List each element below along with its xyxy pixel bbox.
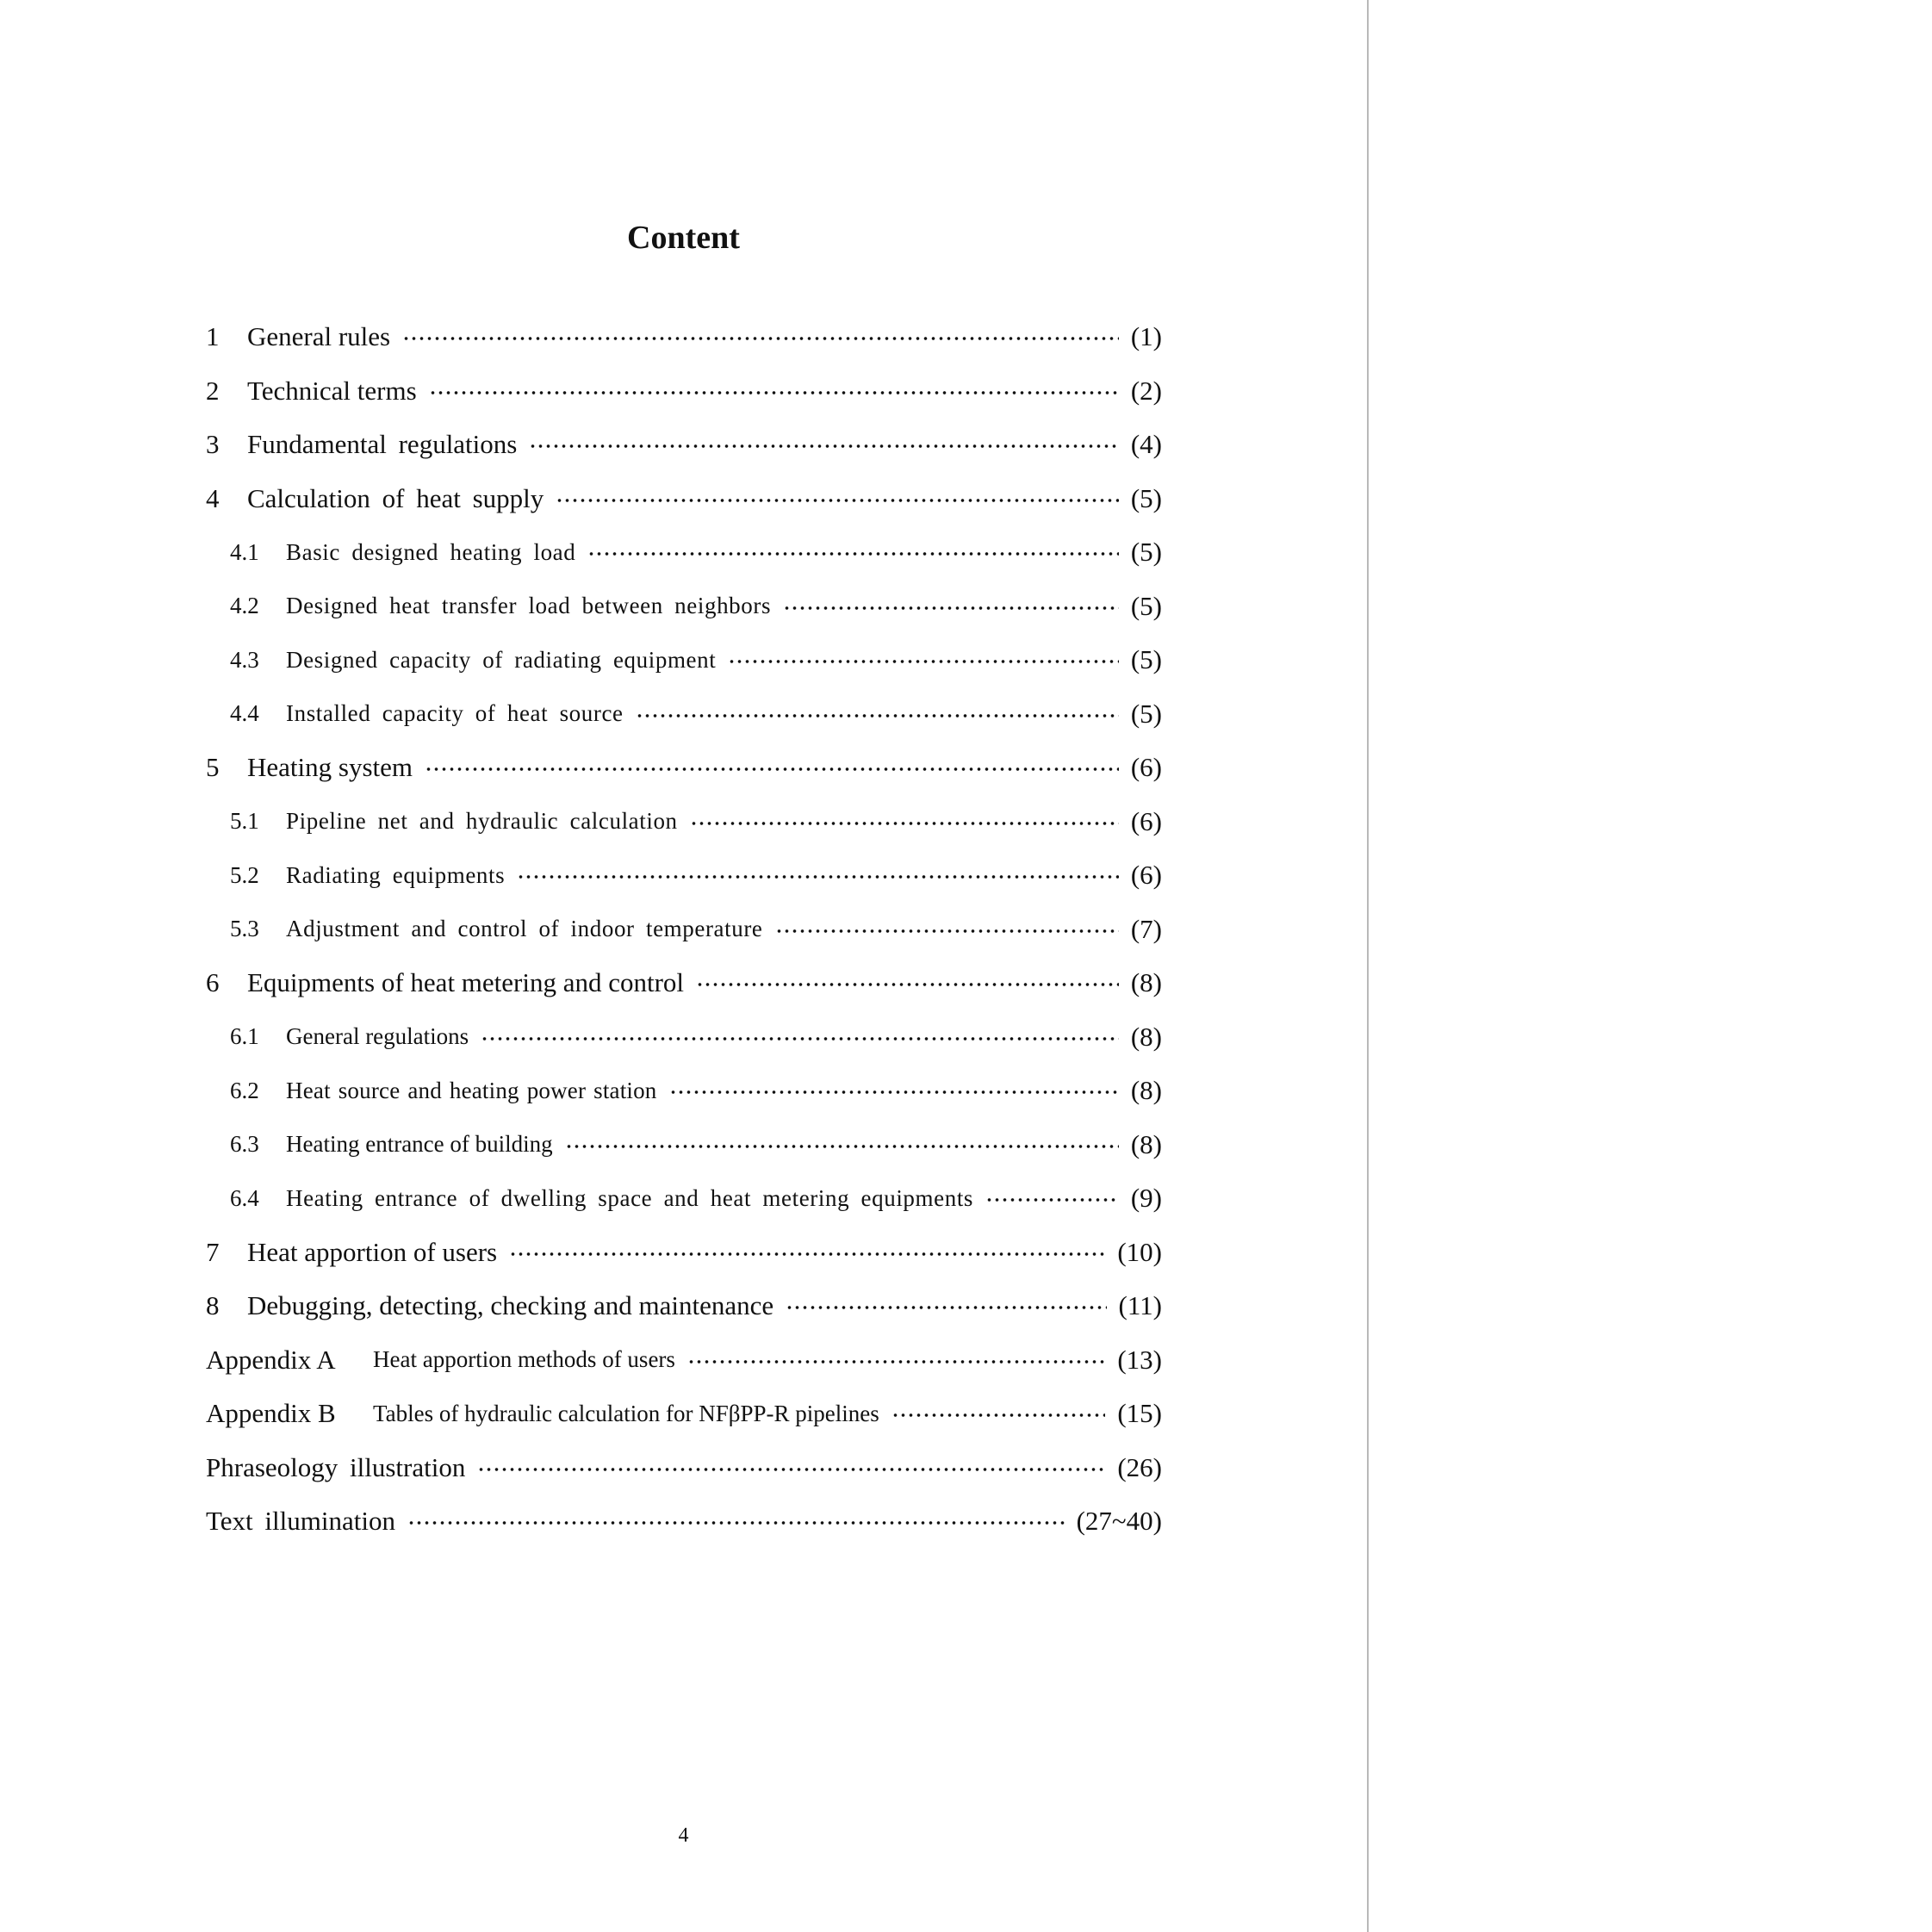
toc-entry-label: Heating system bbox=[247, 752, 413, 783]
toc-entry-label: Debugging, detecting, checking and maintenance bbox=[247, 1290, 774, 1321]
dot-leader bbox=[407, 1521, 1065, 1525]
dot-leader bbox=[690, 822, 1119, 825]
dot-leader bbox=[786, 1306, 1106, 1309]
dot-leader bbox=[517, 875, 1119, 879]
toc-entry-page: (4) bbox=[1130, 429, 1162, 460]
toc-entry-page: (8) bbox=[1130, 1075, 1162, 1106]
toc-entry[interactable] bbox=[206, 687, 1162, 742]
toc-entry-number: 4.2 bbox=[230, 593, 259, 619]
toc-entry[interactable] bbox=[206, 795, 1162, 849]
toc-entry-appendix[interactable] bbox=[206, 1387, 1162, 1441]
dot-leader bbox=[728, 660, 1119, 663]
toc-entry-page: (1) bbox=[1130, 321, 1162, 352]
toc-entry-number: Appendix B bbox=[206, 1398, 336, 1429]
dot-leader bbox=[636, 714, 1119, 718]
toc-entry-label: Heat apportion of users bbox=[247, 1236, 498, 1267]
toc-entry-page: (27~40) bbox=[1076, 1506, 1162, 1537]
toc-entry-page: (15) bbox=[1117, 1398, 1162, 1429]
dot-leader bbox=[425, 767, 1119, 771]
toc-entry[interactable] bbox=[206, 1226, 1162, 1280]
toc-entry-page: (13) bbox=[1117, 1344, 1162, 1375]
dot-leader bbox=[687, 1360, 1105, 1364]
toc-entry-page: (8) bbox=[1130, 1128, 1162, 1159]
toc-entry-number: 3 bbox=[206, 429, 220, 460]
toc-entry-number: 4.4 bbox=[230, 700, 259, 727]
toc-entry[interactable] bbox=[206, 1064, 1162, 1118]
toc-entry-page: (9) bbox=[1130, 1183, 1162, 1214]
toc-entry-label: Heating entrance of building bbox=[286, 1131, 553, 1158]
toc-entry-number: 5.3 bbox=[230, 916, 259, 942]
toc-entry[interactable] bbox=[206, 848, 1162, 903]
toc-entry[interactable] bbox=[206, 1010, 1162, 1065]
toc-entry[interactable] bbox=[206, 580, 1162, 634]
toc-entry-label: Tables of hydraulic calculation for NFβPP-R pipelines bbox=[373, 1400, 879, 1426]
toc-entry-label: General rules bbox=[247, 321, 391, 352]
dot-leader bbox=[783, 606, 1119, 610]
toc-entry-page: (6) bbox=[1130, 752, 1162, 783]
toc-entry-page: (5) bbox=[1130, 537, 1162, 568]
toc-entry-label: Adjustment and control of indoor temperature bbox=[286, 916, 763, 942]
page-number: 4 bbox=[678, 1824, 689, 1847]
dot-leader bbox=[402, 337, 1119, 340]
toc-entry-page: (6) bbox=[1130, 805, 1162, 836]
toc-entry-page: (2) bbox=[1130, 375, 1162, 406]
toc-entry-number: 6.2 bbox=[230, 1077, 259, 1103]
toc-entry-appendix[interactable] bbox=[206, 1333, 1162, 1388]
toc-entry-label: Designed capacity of radiating equipment bbox=[286, 646, 717, 673]
toc-entry[interactable] bbox=[206, 364, 1162, 419]
toc-entry-number: 6.1 bbox=[230, 1023, 259, 1050]
page-divider bbox=[1367, 0, 1369, 1932]
toc-entry[interactable] bbox=[206, 472, 1162, 526]
toc-entry[interactable] bbox=[206, 1171, 1162, 1226]
dot-leader bbox=[775, 929, 1119, 933]
toc-entry-page: (5) bbox=[1130, 482, 1162, 513]
toc-entry-number: 4 bbox=[206, 482, 220, 513]
dot-leader bbox=[556, 499, 1119, 502]
dot-leader bbox=[696, 983, 1119, 986]
toc-entry-label: Installed capacity of heat source bbox=[286, 700, 624, 727]
toc-entry-page: (8) bbox=[1130, 967, 1162, 998]
page-title: Content bbox=[627, 220, 740, 256]
toc-entry-number: 4.1 bbox=[230, 538, 259, 565]
dot-leader bbox=[509, 1252, 1105, 1256]
toc-entry-label: Heat apportion methods of users bbox=[373, 1346, 675, 1373]
toc-entry-label: Heat source and heating power station bbox=[286, 1077, 657, 1103]
toc-entry-label: Calculation of heat supply bbox=[247, 482, 544, 513]
toc-entry[interactable] bbox=[206, 310, 1162, 364]
toc-entry-plain[interactable] bbox=[206, 1494, 1162, 1549]
toc-entry[interactable] bbox=[206, 956, 1162, 1010]
toc-entry[interactable] bbox=[206, 633, 1162, 687]
toc-entry-page: (26) bbox=[1117, 1451, 1162, 1482]
toc-entry[interactable] bbox=[206, 1279, 1162, 1333]
toc-entry-number: 2 bbox=[206, 375, 220, 406]
toc-entry-number: 7 bbox=[206, 1236, 220, 1267]
toc-entry-page: (5) bbox=[1130, 644, 1162, 675]
toc-entry-number: 5.2 bbox=[230, 861, 259, 888]
dot-leader bbox=[529, 444, 1118, 448]
dot-leader bbox=[891, 1413, 1106, 1417]
dot-leader bbox=[669, 1090, 1119, 1094]
toc-entry-number: 4.3 bbox=[230, 646, 259, 673]
toc-entry-number: 6.3 bbox=[230, 1131, 259, 1158]
toc-entry-number: Appendix A bbox=[206, 1344, 336, 1375]
toc-entry[interactable] bbox=[206, 418, 1162, 472]
toc-entry-number: 1 bbox=[206, 321, 220, 352]
toc-entry-number: 5 bbox=[206, 752, 220, 783]
toc-entry-number: 8 bbox=[206, 1290, 220, 1321]
toc-entry-label: Heating entrance of dwelling space and heat metering equipments bbox=[286, 1184, 974, 1211]
toc-entry-label: Pipeline net and hydraulic calculation bbox=[286, 808, 678, 835]
toc-entry-label: Text illumination bbox=[206, 1506, 395, 1537]
toc-entry[interactable] bbox=[206, 903, 1162, 957]
toc-entry-label: Technical terms bbox=[247, 375, 417, 406]
dot-leader bbox=[429, 391, 1119, 394]
toc-entry-page: (6) bbox=[1130, 860, 1162, 891]
dot-leader bbox=[565, 1145, 1119, 1148]
toc-entry-label: Basic designed heating load bbox=[286, 538, 576, 565]
toc-entry[interactable] bbox=[206, 1118, 1162, 1172]
toc-entry-page: (8) bbox=[1130, 1021, 1162, 1052]
table-of-contents bbox=[206, 310, 1162, 1549]
toc-entry-page: (10) bbox=[1117, 1236, 1162, 1267]
toc-entry-page: (5) bbox=[1130, 698, 1162, 729]
toc-entry-page: (11) bbox=[1118, 1290, 1162, 1321]
toc-entry-label: General regulations bbox=[286, 1023, 469, 1050]
toc-entry-page: (5) bbox=[1130, 590, 1162, 621]
dot-leader bbox=[985, 1198, 1119, 1202]
toc-entry-label: Phraseology illustration bbox=[206, 1451, 466, 1482]
toc-entry-label: Fundamental regulations bbox=[247, 429, 518, 460]
dot-leader bbox=[481, 1037, 1119, 1041]
toc-entry[interactable] bbox=[206, 525, 1162, 580]
toc-entry-number: 6.4 bbox=[230, 1184, 259, 1211]
toc-entry-page: (7) bbox=[1130, 913, 1162, 944]
toc-entry-label: Equipments of heat metering and control bbox=[247, 967, 685, 998]
dot-leader bbox=[477, 1468, 1105, 1471]
toc-entry-number: 6 bbox=[206, 967, 220, 998]
toc-entry-label: Designed heat transfer load between neighbors bbox=[286, 593, 772, 619]
toc-entry-label: Radiating equipments bbox=[286, 861, 506, 888]
toc-entry-number: 5.1 bbox=[230, 808, 259, 835]
toc-entry[interactable] bbox=[206, 741, 1162, 795]
toc-entry-plain[interactable] bbox=[206, 1441, 1162, 1495]
dot-leader bbox=[587, 552, 1118, 556]
